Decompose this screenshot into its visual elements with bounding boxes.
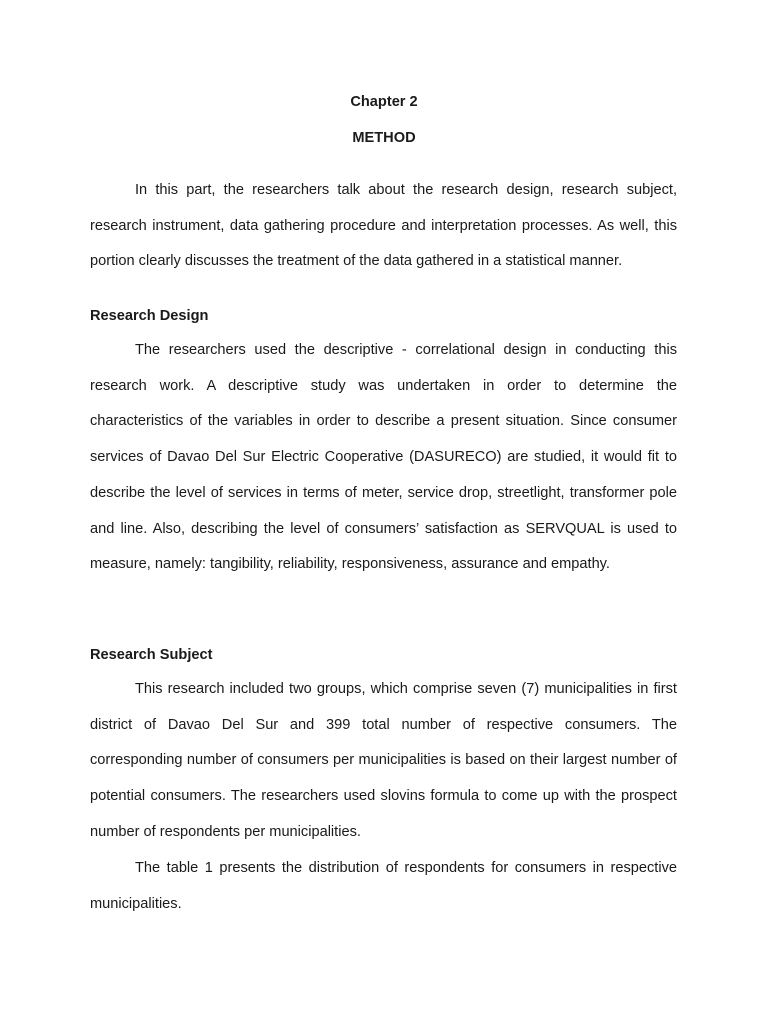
research-subject-paragraph: This research included two groups, which comprise seven (7) municipalities in first district of Davao Del Sur and 399 total number of respective consumers. The corresponding number of consumers per municipalities is based on their largest number of potential consumers. The researchers used slovins formula to come up with the prospect number of respondents per municipalities. bbox=[90, 681, 677, 840]
section-heading-research-subject: Research Subject bbox=[90, 647, 213, 663]
chapter-title: METHOD bbox=[352, 130, 416, 146]
section-heading-research-design: Research Design bbox=[90, 308, 209, 324]
table-intro-paragraph: The table 1 presents the distribution of respondents for consumers in respective municipalities. bbox=[90, 860, 677, 912]
research-design-paragraph: The researchers used the descriptive - correlational design in conducting this research work. A descriptive study was undertaken in order to determine the characteristics of the variables in order to describe a present situation. Since consumer services of Davao Del Sur Electric Cooperative (DASURECO) are studied, it would fit to describe the level of services in terms of meter, service drop, streetlight, transformer pole and line. Also, describing the level of consumers’ satisfaction as SERVQUAL is used to measure, namely: tangibility, reliability, responsiveness, assurance and empathy. bbox=[90, 342, 677, 573]
intro-paragraph: In this part, the researchers talk about the research design, research subject, research instrument, data gathering procedure and interpretation processes. As well, this portion clearly discusses the treatment of the data gathered in a statistical manner. bbox=[90, 182, 677, 270]
chapter-label: Chapter 2 bbox=[350, 94, 418, 110]
